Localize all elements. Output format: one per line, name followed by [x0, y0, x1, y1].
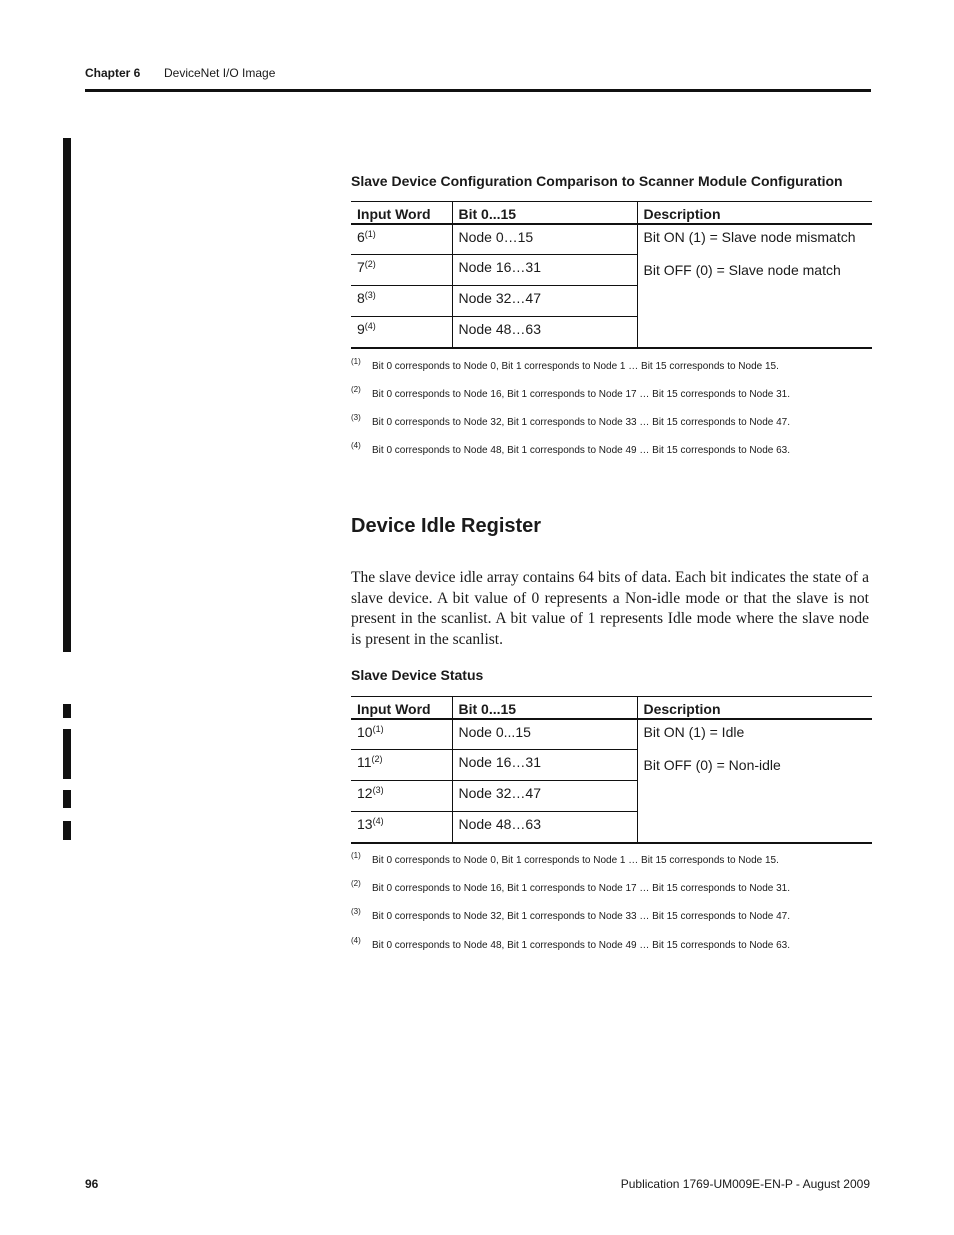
- bit-range-cell: Node 16…31: [452, 750, 637, 781]
- chapter-title: DeviceNet I/O Image: [164, 66, 276, 80]
- table-caption: Slave Device Configuration Comparison to Scanner Module Configuration: [351, 173, 843, 189]
- footnote-ref: (4): [372, 816, 384, 826]
- bit-range-cell: Node 32…47: [452, 781, 637, 812]
- column-header: Description: [637, 202, 872, 224]
- input-word-cell: 10$^{(1)}$: [351, 719, 452, 750]
- input-word-cell: 13$^{(4)}$: [351, 812, 452, 843]
- input-word-cell: 9$^{(4)}$: [351, 317, 452, 348]
- config-comparison-table: [351, 201, 872, 349]
- footnote-ref: (1): [372, 723, 384, 734]
- column-header: Description: [637, 697, 872, 719]
- change-bar: [63, 729, 71, 779]
- header-rule: [85, 89, 871, 92]
- column-header: Bit 0...15: [452, 697, 637, 719]
- bit-range-cell: Node 48…63: [452, 812, 637, 843]
- footnote-ref: (1): [364, 228, 376, 239]
- page-number: 96: [85, 1177, 99, 1191]
- bit-range-cell: Node 16…31: [452, 255, 637, 286]
- table-row: [351, 719, 872, 750]
- footnote-ref: (3): [364, 290, 376, 300]
- section-heading: Device Idle Register: [351, 515, 542, 537]
- footnote-ref: (2): [371, 754, 383, 764]
- input-word-cell: 7$^{(2)}$: [351, 255, 452, 286]
- table-caption: Slave Device Status: [351, 667, 484, 683]
- input-word-cell: 8$^{(3)}$: [351, 286, 452, 317]
- chapter-label: Chapter 6: [85, 66, 141, 80]
- description-cell: Bit ON (1) = Idle Bit OFF (0) = Non-idle: [637, 719, 872, 843]
- column-header: Input Word: [351, 202, 452, 224]
- footnote-ref: (2): [364, 259, 376, 269]
- column-header: Input Word: [351, 697, 452, 719]
- body-paragraph: The slave device idle array contains 64 bits of data. Each bit indicates the state of a slave device. A bit value of 0 represents a Non-idle mode or that the slave is not present in the scanlist. A bit value of 1 represents Idle mode where the slave node is present in the scanlist.: [351, 569, 869, 649]
- publication-info: Publication 1769-UM009E-EN-P - August 2009: [620, 1177, 870, 1191]
- bit-range-cell: Node 0…15: [452, 224, 637, 255]
- description-cell: Bit ON (1) = Slave node mismatch Bit OFF (0) = Slave node match: [637, 224, 872, 348]
- bit-range-cell: Node 0...15: [452, 719, 637, 750]
- input-word-cell: 11$^{(2)}$: [351, 750, 452, 781]
- input-word-cell: 12$^{(3)}$: [351, 781, 452, 812]
- bit-range-cell: Node 48…63: [452, 317, 637, 348]
- change-bar: [63, 704, 71, 718]
- change-bar: [63, 138, 71, 652]
- bit-range-cell: Node 32…47: [452, 286, 637, 317]
- change-bar: [63, 821, 71, 840]
- footnote-ref: (3): [372, 785, 384, 795]
- change-bar: [63, 790, 71, 808]
- slave-device-status-table: [351, 696, 872, 844]
- column-header: Bit 0...15: [452, 202, 637, 224]
- footnote-ref: (4): [364, 321, 376, 331]
- input-word-cell: 6$^{(1)}$: [351, 224, 452, 255]
- table-row: [351, 224, 872, 255]
